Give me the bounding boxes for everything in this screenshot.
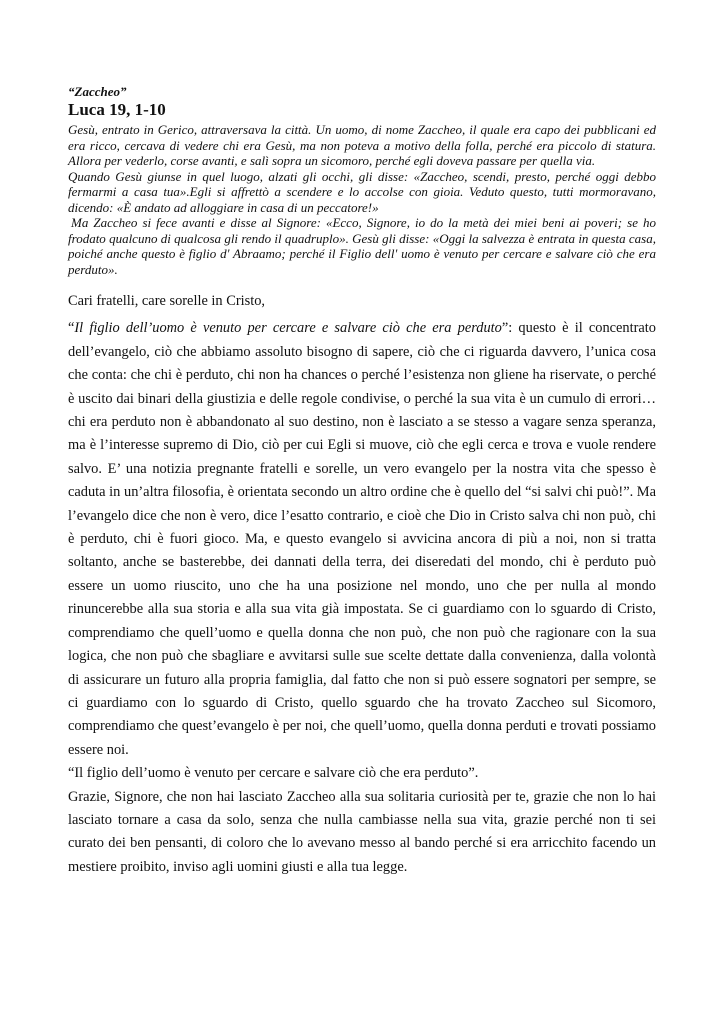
sermon-paragraph [68,317,656,762]
gospel-paragraph: Ma Zaccheo si fece avanti e disse al Signore: «Ecco, Signore, io do la metà dei miei beni ai poveri; se ho frodato qualcuno di qualcosa gli rendo il quadruplo». Gesù gli disse: «Oggi la salvezza è entrata in questa casa, poiché anche questo è figlio d' Abraamo; perché il Figlio dell' uomo è venuto per cercare e salvare ciò che era perduto». [68,215,656,277]
document-subtitle: “Zaccheo” [68,84,127,99]
open-quote: “ [68,320,75,337]
gospel-paragraph: Quando Gesù giunse in quel luogo, alzati gli occhi, gli disse: «Zaccheo, scendi, presto, perché oggi debbo fermarmi a casa tua».Egli si affrettò a scendere e lo accolse con gioia. Veduto questo, tutti mormoravano, dicendo: «È andato ad alloggiare in casa di un peccatore!» [68,168,656,215]
document-title: Luca 19, 1-10 [68,100,166,119]
sermon-body [68,290,656,879]
sermon-paragraph: Grazie, Signore, che non hai lasciato Zaccheo alla sua solitaria curiosità per te, grazie che non lo hai lasciato tornare a casa da solo, senza che nulla cambiasse nella sua vita, grazie perché non ti sei curato dei ben pensanti, di coloro che lo avevano messo al bando perché si era arricchito facendo un mestiere proibito, inviso agli uomini giusti e alla tua legge. [68,788,656,875]
gospel-passage [68,122,656,277]
sermon-paragraph: “Il figlio dell’uomo è venuto per cercare e salvare ciò che era perduto”. [68,765,479,782]
paragraph-text: ”: questo è il concentrato dell’evangelo, ciò che abbiamo assoluto bisogno di sapere, ciò che ci riguarda davvero, l’unica cosa che conta: che chi è perduto, chi non ha chances o perché l’esistenza non gliene ha riservate, o perché è uscito dai binari della giustizia e delle regole condivise, o perché la sua vita è un cumulo di errori… chi era perduto non è abbandonato al suo destino, non è lasciato a se stesso a vagare senza speranza, ma è l’interesse supremo di Dio, ciò per cui Egli si muove, ciò che egli cerca e trova e vuole rendere salvo. E’ una notizia pregnante fratelli e sorelle, un vero evangelo per la nostra vita che spesso è caduta in un’altra filosofia, è orientata secondo un altro ordine che è quello del “si salvi chi può!”. Ma l’evangelo dice che non è vero, dice l’esatto contrario, e cioè che Dio in Cristo salva chi non può, chi è perduto, chi è fuori gioco. Ma, e questo evangelo si avvicina ancora di più a noi, non si tratta soltanto, anche se basterebbe, dei dannati della terra, dei diseredati del mondo, chi è perduto può essere un uomo riuscito, uno che ha una posizione nel mondo, uno che per nulla al mondo rinuncerebbe alla sua storia e alla sua vita già impostata. Se ci guardiamo con lo sguardo di Cristo, comprendiamo che quell’uomo e quella donna che non può, che non può che ragionare con la sua logica, che non può che sbagliare e avvitarsi sulle sue scelte dettate dalla convenienza, dalla volontà di assicurare un futuro alla propria famiglia, dal fatto che non si può essere sognatori per sempre, se ci guardiamo con lo sguardo di Cristo, quello sguardo che ha trovato Zaccheo sul Sicomoro, comprendiamo che quest’evangelo è per noi, che quell’uomo, quella donna perduti e trovati possiamo essere noi. [68,320,656,758]
gospel-paragraph: Gesù, entrato in Gerico, attraversava la città. Un uomo, di nome Zaccheo, il quale era capo dei pubblicani ed era ricco, cercava di vedere chi era Gesù, ma non poteva a motivo della folla, perché era piccolo di statura. Allora per vederlo, corse avanti, e salì sopra un sicomoro, perché egli doveva passare per quella via. [68,122,656,168]
greeting: Cari fratelli, care sorelle in Cristo, [68,293,265,309]
quote-text: Il figlio dell’uomo è venuto per cercare e salvare ciò che era perduto [74,320,502,337]
document-page [68,84,656,879]
